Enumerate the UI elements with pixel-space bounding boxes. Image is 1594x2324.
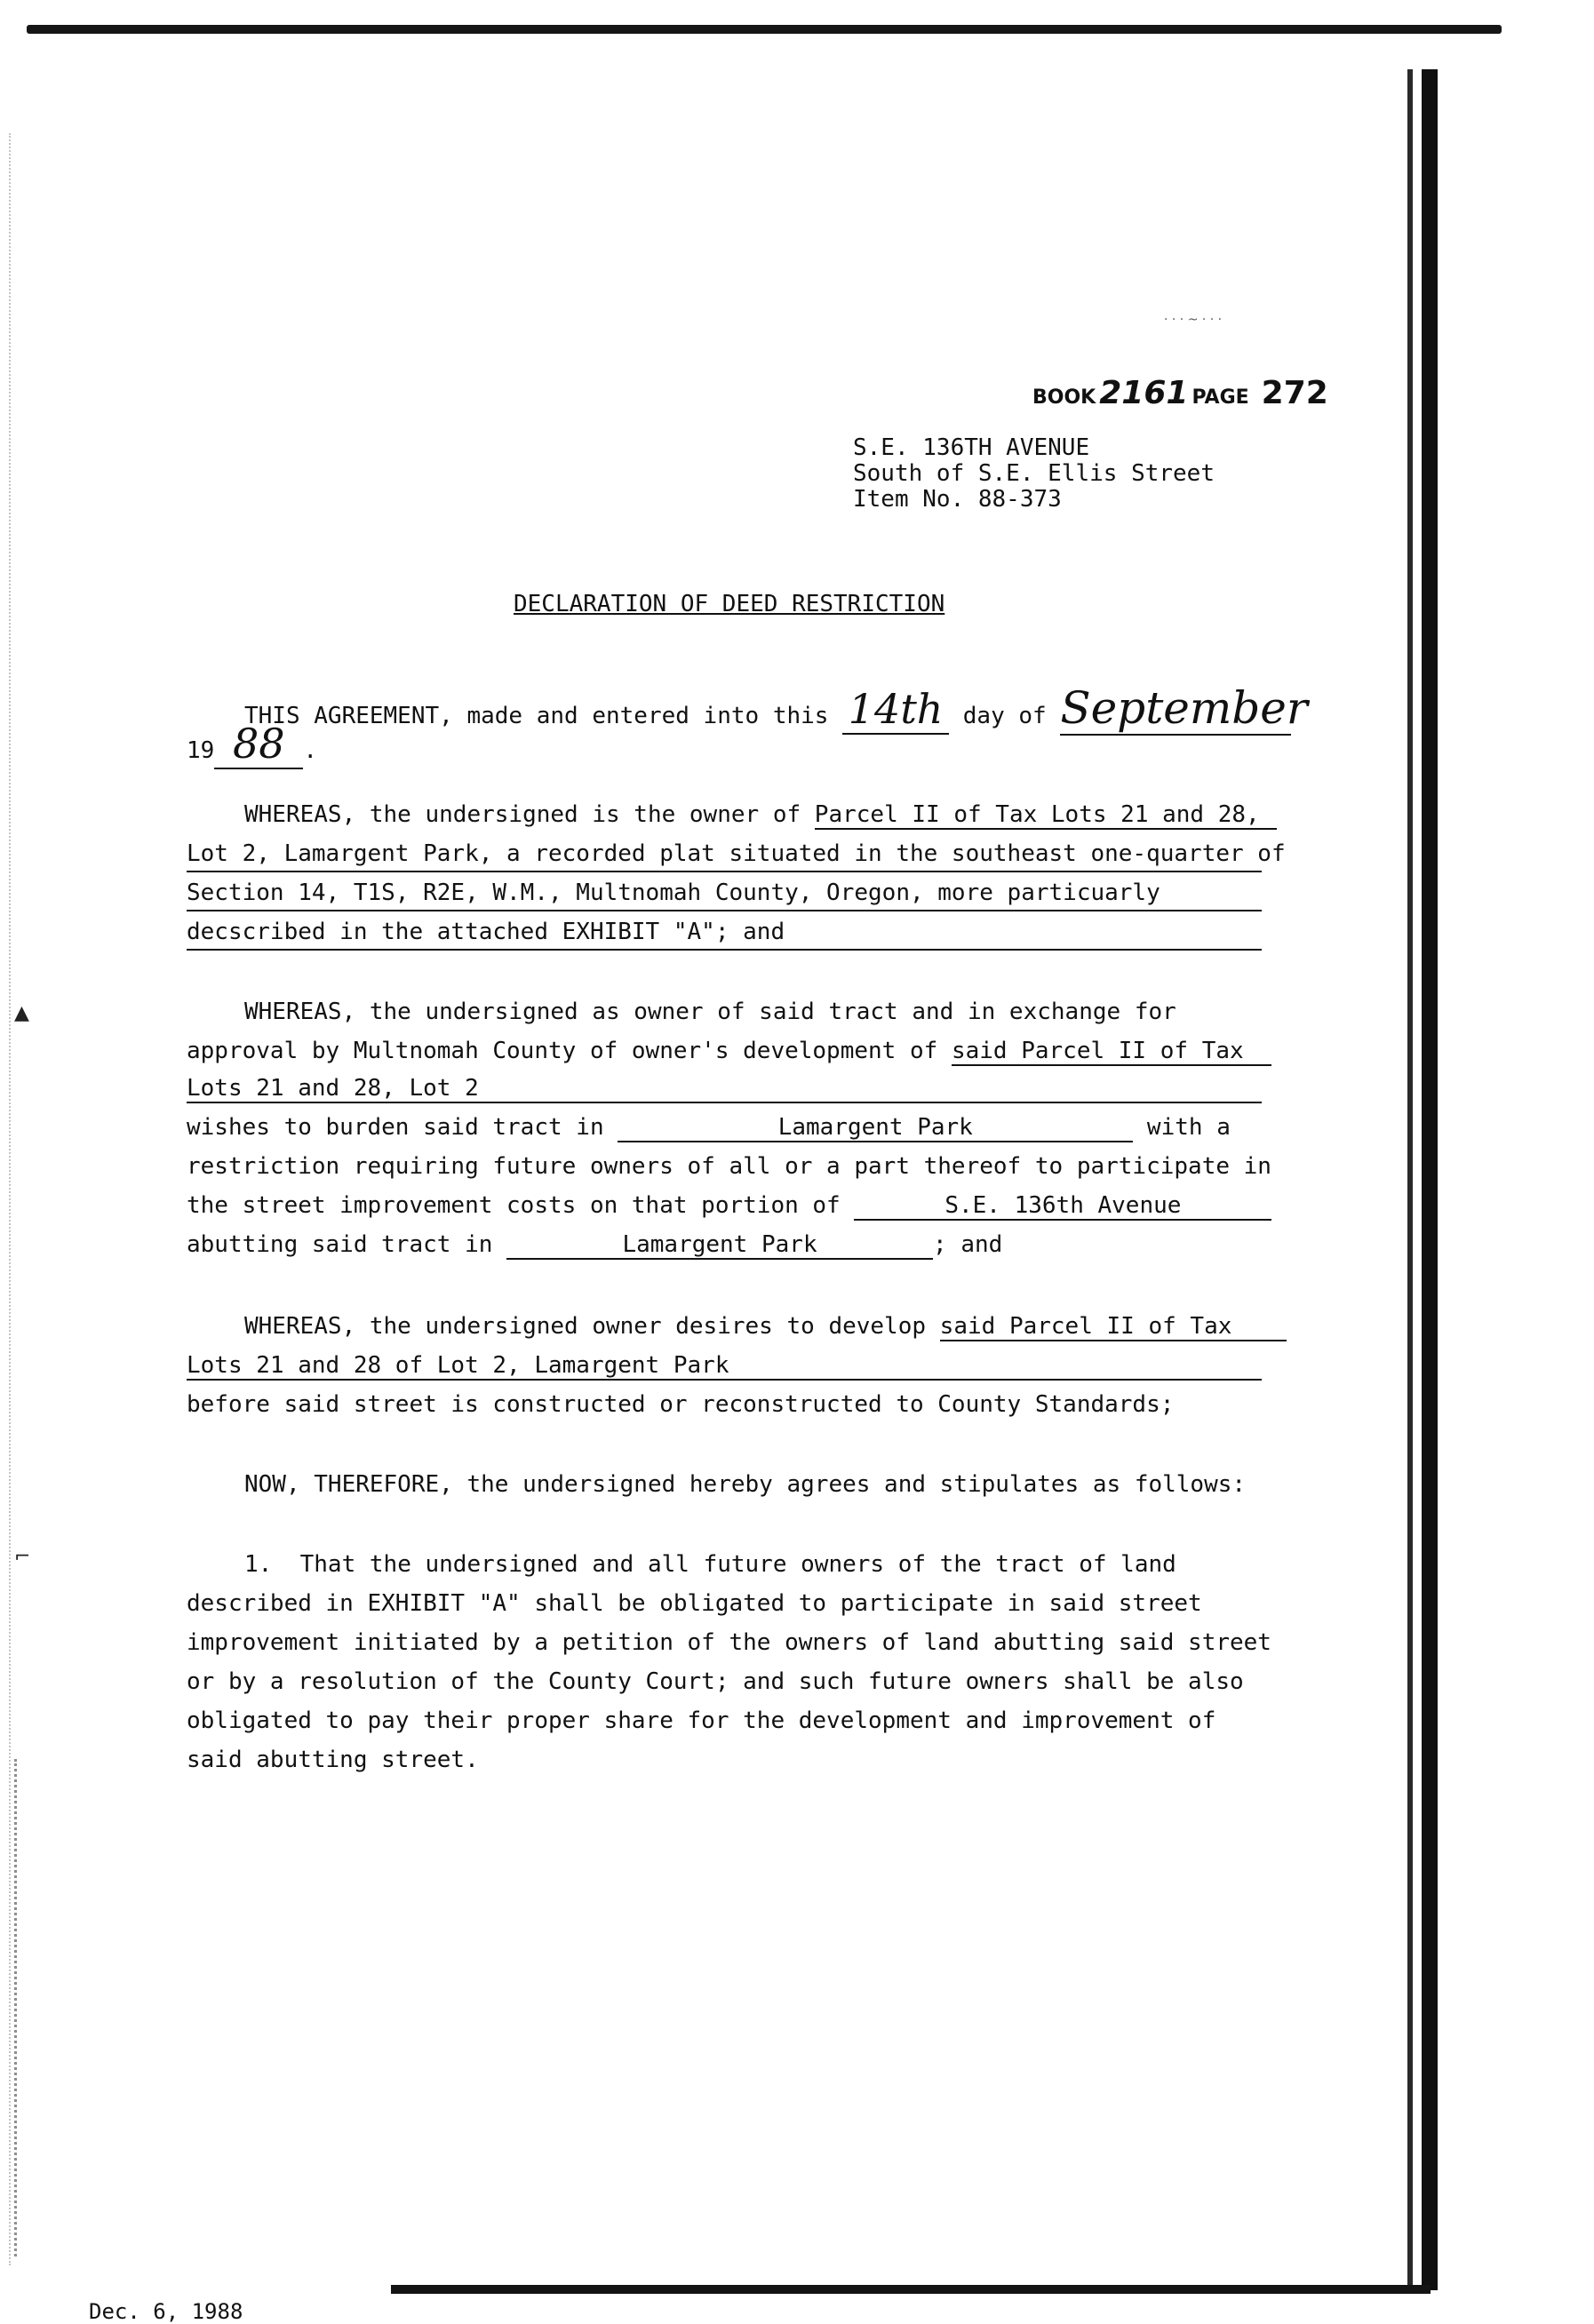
- agreement-year-line: [187, 720, 317, 769]
- now-therefore-line: NOW, THEREFORE, the undersigned hereby agrees and stipulates as follows:: [244, 1471, 1247, 1498]
- clause1-line4: or by a resolution of the County Court; and such future owners shall be also: [187, 1668, 1244, 1695]
- whereas2-line7-fill: Lamargent Park: [506, 1231, 933, 1260]
- book-page-stamp: [1032, 375, 1328, 411]
- whereas2-line2-lead: approval by Multnomah County of owner's development of: [187, 1038, 938, 1064]
- address-block: [853, 435, 1215, 513]
- footer-date: Dec. 6, 1988: [89, 2299, 243, 2324]
- whereas3-line1-lead: WHEREAS, the undersigned owner desires to develop: [244, 1313, 927, 1340]
- whereas2-line4-lead: wishes to burden said tract in: [187, 1114, 604, 1141]
- whereas3-line1: [244, 1313, 1287, 1341]
- agreement-month-handwritten: September: [1060, 682, 1308, 734]
- agreement-year-handwritten: 88: [214, 720, 303, 769]
- whereas2-line3: [187, 1075, 1262, 1103]
- clause1-line1-text: That the undersigned and all future owners of the tract of land: [299, 1551, 1176, 1578]
- scan-edge-right-inner: [1407, 69, 1413, 2290]
- agreement-day-handwritten: 14th: [842, 685, 949, 735]
- clause1-line3: improvement initiated by a petition of the owners of land abutting said street: [187, 1629, 1271, 1656]
- whereas2-line3-fill: Lots 21 and 28, Lot 2: [187, 1075, 1262, 1103]
- address-line-2: South of S.E. Ellis Street: [853, 460, 1215, 487]
- clause1-line6: said abutting street.: [187, 1747, 479, 1773]
- scan-speckle-left-lower: [14, 1759, 29, 2256]
- whereas2-line4: [187, 1114, 1231, 1142]
- whereas1-lead: WHEREAS, the undersigned is the owner of: [244, 801, 801, 828]
- whereas2-line4-tail: with a: [1146, 1114, 1231, 1141]
- whereas2-line6-lead: the street improvement costs on that portion of: [187, 1192, 841, 1219]
- document-title: DECLARATION OF DEED RESTRICTION: [514, 591, 945, 617]
- whereas2-line6-fill: S.E. 136th Avenue: [854, 1192, 1271, 1221]
- scan-edge-right: [1422, 69, 1438, 2290]
- clause1-number: 1.: [244, 1551, 273, 1578]
- address-line-1: S.E. 136TH AVENUE: [853, 434, 1090, 461]
- whereas2-line6: [187, 1192, 1271, 1221]
- whereas1-rule4: [187, 949, 1262, 951]
- whereas3-line1-fill: said Parcel II of Tax: [940, 1313, 1287, 1341]
- whereas1-line3: Section 14, T1S, R2E, W.M., Multnomah County, Oregon, more particuarly: [187, 879, 1160, 906]
- agreement-year-suffix: .: [303, 737, 317, 764]
- scan-edge-bottom: [391, 2285, 1431, 2294]
- whereas2-line7-lead: abutting said tract in: [187, 1231, 493, 1258]
- book-number: 2161: [1099, 375, 1189, 411]
- book-label: BOOK: [1032, 386, 1096, 409]
- clause1-line2: described in EXHIBIT "A" shall be obligated to participate in said street: [187, 1590, 1202, 1617]
- whereas2-line7: [187, 1231, 1002, 1260]
- agreement-year-prefix: 19: [187, 737, 215, 764]
- whereas1-line4: decscribed in the attached EXHIBIT "A"; and: [187, 919, 785, 945]
- whereas2-line5: restriction requiring future owners of all or a part thereof to participate in: [187, 1153, 1271, 1180]
- whereas1-rule3: [187, 910, 1262, 911]
- scan-edge-top: [27, 25, 1502, 34]
- clause1-line1: [244, 1551, 1176, 1578]
- whereas3-line2-fill: Lots 21 and 28 of Lot 2, Lamargent Park: [187, 1352, 1262, 1381]
- whereas1-line2: Lot 2, Lamargent Park, a recorded plat situated in the southeast one-quarter of: [187, 840, 1286, 867]
- whereas2-line7-tail: ; and: [933, 1231, 1003, 1258]
- whereas3-line3: before said street is constructed or reconstructed to County Standards;: [187, 1391, 1175, 1418]
- whereas1-rule2: [187, 871, 1262, 872]
- margin-arrow-icon: ▲: [14, 1002, 29, 1024]
- address-line-3: Item No. 88-373: [853, 486, 1062, 513]
- agreement-prefix: THIS AGREEMENT, made and entered into this: [244, 703, 829, 729]
- agreement-day-of: day of: [962, 703, 1047, 729]
- whereas2-line2: [187, 1038, 1271, 1066]
- whereas2-line2-fill: said Parcel II of Tax: [952, 1038, 1271, 1066]
- whereas1-line1: [244, 801, 1277, 830]
- clause1-line5: obligated to pay their proper share for the development and improvement of: [187, 1707, 1216, 1734]
- agreement-line: [244, 682, 1308, 736]
- page-label: PAGE: [1192, 386, 1249, 409]
- margin-hook-icon: ⌐: [14, 1546, 31, 1568]
- whereas1-fill1: Parcel II of Tax Lots 21 and 28,: [815, 801, 1277, 830]
- whereas3-line2: [187, 1352, 1262, 1381]
- whereas2-line1: WHEREAS, the undersigned as owner of said tract and in exchange for: [244, 999, 1176, 1025]
- scan-scribble: · · · ~ · · ·: [1164, 313, 1223, 327]
- page-number: 272: [1261, 375, 1328, 411]
- whereas2-line4-fill: Lamargent Park: [618, 1114, 1133, 1142]
